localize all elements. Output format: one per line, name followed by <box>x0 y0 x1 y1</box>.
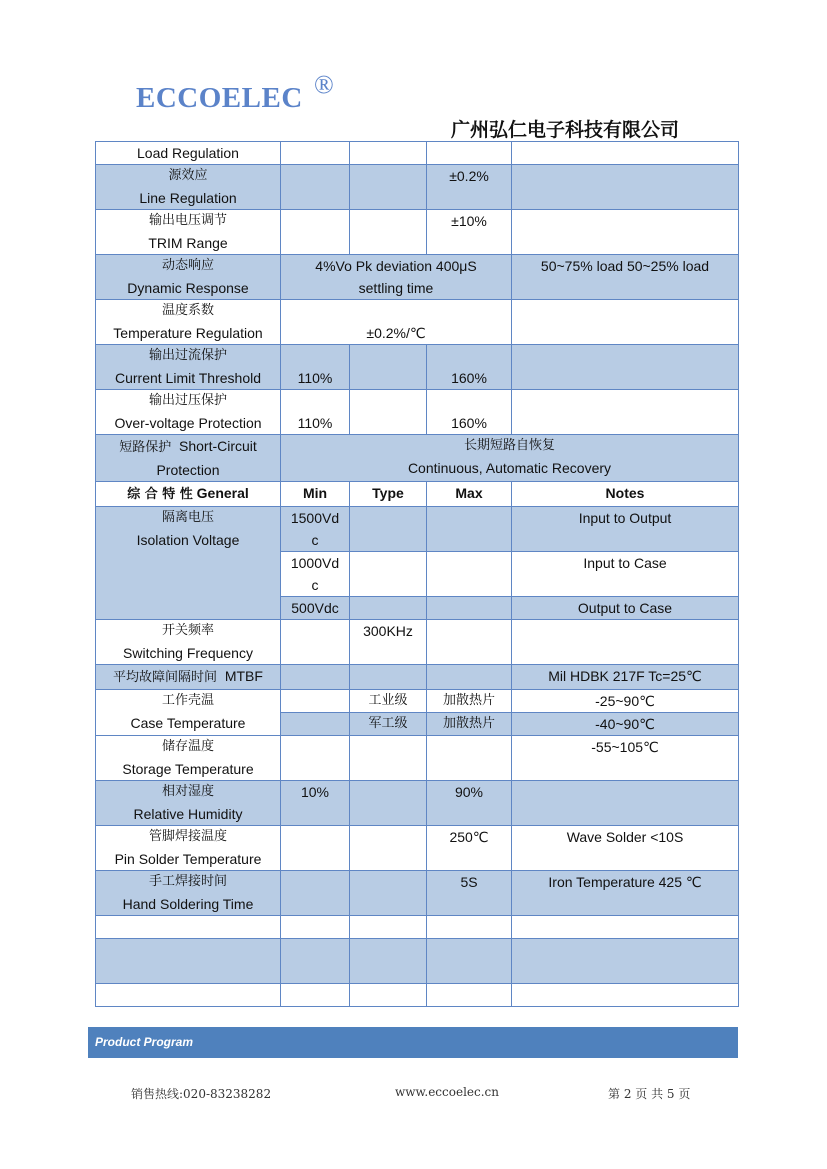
isolation-voltage-en: Isolation Voltage <box>136 532 240 548</box>
storage-temperature-label <box>96 736 281 781</box>
empty-cell <box>512 210 739 255</box>
line-regulation-en: Line Regulation <box>139 190 237 206</box>
case-temp-max-1: 加散热片 <box>427 690 512 713</box>
empty-cell <box>281 713 350 736</box>
row-temperature-regulation <box>96 300 739 345</box>
over-voltage-cn: 输出过压保护 <box>148 393 227 408</box>
header-max: Max <box>427 482 512 507</box>
empty-cell <box>350 984 427 1007</box>
row-line-regulation <box>96 165 739 210</box>
switching-frequency-cn: 开关频率 <box>161 623 214 638</box>
empty-cell <box>281 620 350 665</box>
empty-cell <box>281 690 350 713</box>
row-current-limit <box>96 345 739 390</box>
empty-cell <box>281 871 350 916</box>
relative-humidity-cn: 相对湿度 <box>161 784 214 799</box>
over-voltage-max: 160% <box>427 390 512 435</box>
hand-soldering-max: 5S <box>427 871 512 916</box>
row-empty-2 <box>96 939 739 984</box>
row-trim-range <box>96 210 739 255</box>
pin-solder-label <box>96 826 281 871</box>
row-case-temperature-1 <box>96 690 739 713</box>
company-logo: ECCOELEC <box>136 82 303 114</box>
current-limit-cn: 输出过流保护 <box>148 348 227 363</box>
row-empty-3 <box>96 984 739 1007</box>
switching-frequency-type: 300KHz <box>350 620 427 665</box>
empty-cell <box>350 507 427 552</box>
empty-cell <box>350 916 427 939</box>
empty-cell <box>512 390 739 435</box>
temperature-regulation-en: Temperature Regulation <box>113 325 263 341</box>
empty-cell <box>281 165 350 210</box>
current-limit-min: 110% <box>281 345 350 390</box>
relative-humidity-min: 10% <box>281 781 350 826</box>
trim-range-cn: 输出电压调节 <box>148 213 227 228</box>
trim-range-max: ±10% <box>427 210 512 255</box>
storage-temperature-en: Storage Temperature <box>122 761 254 777</box>
row-hand-soldering <box>96 871 739 916</box>
empty-cell <box>350 939 427 984</box>
empty-cell <box>427 939 512 984</box>
switching-frequency-en: Switching Frequency <box>123 645 253 661</box>
isolation-min-3: 500Vdc <box>281 597 350 620</box>
switching-frequency-label <box>96 620 281 665</box>
isolation-notes-3: Output to Case <box>512 597 739 620</box>
empty-cell <box>512 916 739 939</box>
short-circuit-cn: 短路保护 <box>119 440 172 455</box>
current-limit-label <box>96 345 281 390</box>
empty-cell <box>281 665 350 690</box>
empty-cell <box>350 665 427 690</box>
empty-cell <box>350 736 427 781</box>
empty-cell <box>512 939 739 984</box>
short-circuit-label <box>96 435 281 482</box>
short-circuit-value-en: Continuous, Automatic Recovery <box>407 460 612 476</box>
empty-cell <box>281 142 350 165</box>
empty-cell <box>350 597 427 620</box>
general-header-cn: 综 合 特 性 <box>127 487 193 502</box>
empty-cell <box>281 826 350 871</box>
mtbf-cn: 平均故障间隔时间 <box>113 670 218 685</box>
line-regulation-label <box>96 165 281 210</box>
empty-cell <box>427 665 512 690</box>
empty-cell <box>427 597 512 620</box>
header-min: Min <box>281 482 350 507</box>
footer-hotline: 销售热线:020-83238282 <box>131 1087 272 1101</box>
over-voltage-label <box>96 390 281 435</box>
trim-range-label <box>96 210 281 255</box>
hand-soldering-notes: Iron Temperature 425 ℃ <box>512 871 739 916</box>
empty-cell <box>96 939 281 984</box>
empty-cell <box>96 916 281 939</box>
temperature-regulation-label <box>96 300 281 345</box>
over-voltage-en: Over-voltage Protection <box>114 415 262 431</box>
hand-soldering-label <box>96 871 281 916</box>
empty-cell <box>281 984 350 1007</box>
dynamic-response-cn: 动态响应 <box>161 258 214 273</box>
header-type: Type <box>350 482 427 507</box>
row-storage-temperature <box>96 736 739 781</box>
dynamic-response-value <box>281 255 512 300</box>
empty-cell <box>350 210 427 255</box>
footer-website: www.eccoelec.cn <box>395 1085 499 1099</box>
row-dynamic-response <box>96 255 739 300</box>
trim-range-en: TRIM Range <box>148 235 228 251</box>
empty-cell <box>350 826 427 871</box>
line-regulation-max: ±0.2% <box>427 165 512 210</box>
relative-humidity-label <box>96 781 281 826</box>
empty-cell <box>427 620 512 665</box>
row-general-header <box>96 482 739 507</box>
row-switching-frequency <box>96 620 739 665</box>
relative-humidity-en: Relative Humidity <box>133 806 243 822</box>
empty-cell <box>427 736 512 781</box>
pin-solder-cn: 管脚焊接温度 <box>148 829 227 844</box>
over-voltage-min: 110% <box>281 390 350 435</box>
empty-cell <box>512 165 739 210</box>
line-regulation-cn: 源效应 <box>168 168 208 183</box>
empty-cell <box>281 736 350 781</box>
relative-humidity-max: 90% <box>427 781 512 826</box>
empty-cell <box>350 781 427 826</box>
isolation-voltage-label <box>96 507 281 620</box>
case-temp-type-2: 军工级 <box>350 713 427 736</box>
isolation-notes-1: Input to Output <box>512 507 739 552</box>
pin-solder-notes: Wave Solder <10S <box>512 826 739 871</box>
spec-table <box>95 141 739 1007</box>
general-header-en: General <box>196 485 249 501</box>
isolation-notes-2: Input to Case <box>512 552 739 597</box>
row-empty-1 <box>96 916 739 939</box>
empty-cell <box>427 507 512 552</box>
footer-page-number: 第 2 页 共 5 页 <box>608 1087 691 1101</box>
pin-solder-max: 250℃ <box>427 826 512 871</box>
dynamic-response-en: Dynamic Response <box>127 280 249 296</box>
pin-solder-en: Pin Solder Temperature <box>114 851 262 867</box>
empty-cell <box>350 390 427 435</box>
isolation-min-1-line2: c <box>311 532 319 548</box>
product-program-band: Product Program <box>88 1027 738 1058</box>
registered-mark: ® <box>314 70 334 99</box>
general-header-label <box>96 482 281 507</box>
hand-soldering-cn: 手工焊接时间 <box>148 874 227 889</box>
row-mtbf <box>96 665 739 690</box>
isolation-min-2-line2: c <box>311 577 319 593</box>
dynamic-response-value-line1: 4%Vo Pk deviation 400μS <box>315 258 477 274</box>
case-temp-type-1: 工业级 <box>350 690 427 713</box>
isolation-min-2 <box>281 552 350 597</box>
empty-cell <box>350 552 427 597</box>
empty-cell <box>350 165 427 210</box>
short-circuit-value-cn: 长期短路自恢复 <box>463 438 555 453</box>
case-temp-notes-2: -40~90℃ <box>512 713 739 736</box>
empty-cell <box>350 142 427 165</box>
row-isolation-1 <box>96 507 739 552</box>
empty-cell <box>512 300 739 345</box>
empty-cell <box>427 552 512 597</box>
dynamic-response-notes: 50~75% load 50~25% load <box>512 255 739 300</box>
header-notes: Notes <box>512 482 739 507</box>
storage-temperature-notes: -55~105℃ <box>512 736 739 781</box>
row-pin-solder <box>96 826 739 871</box>
short-circuit-en-line2: Protection <box>156 462 220 478</box>
empty-cell <box>96 984 281 1007</box>
empty-cell <box>427 916 512 939</box>
empty-cell <box>427 142 512 165</box>
mtbf-notes: Mil HDBK 217F Tc=25℃ <box>512 665 739 690</box>
empty-cell <box>512 345 739 390</box>
empty-cell <box>427 984 512 1007</box>
mtbf-en: MTBF <box>224 668 263 684</box>
row-over-voltage <box>96 390 739 435</box>
row-relative-humidity <box>96 781 739 826</box>
isolation-min-1 <box>281 507 350 552</box>
empty-cell <box>512 620 739 665</box>
isolation-min-1-line1: 1500Vd <box>290 510 340 526</box>
empty-cell <box>350 345 427 390</box>
storage-temperature-cn: 储存温度 <box>161 739 214 754</box>
case-temp-notes-1: -25~90℃ <box>512 690 739 713</box>
empty-cell <box>350 871 427 916</box>
empty-cell <box>281 210 350 255</box>
dynamic-response-label <box>96 255 281 300</box>
case-temperature-cn: 工作壳温 <box>161 693 214 708</box>
temperature-regulation-cn: 温度系数 <box>161 303 214 318</box>
row-short-circuit <box>96 435 739 482</box>
empty-cell <box>512 781 739 826</box>
case-temperature-en: Case Temperature <box>130 715 246 731</box>
empty-cell <box>281 939 350 984</box>
temperature-regulation-value: ±0.2%/℃ <box>281 300 512 345</box>
current-limit-en: Current Limit Threshold <box>114 370 262 386</box>
company-name: 广州弘仁电子科技有限公司 <box>451 119 680 141</box>
empty-cell <box>512 984 739 1007</box>
isolation-voltage-cn: 隔离电压 <box>161 510 214 525</box>
hand-soldering-en: Hand Soldering Time <box>122 896 254 912</box>
row-load-regulation <box>96 142 739 165</box>
case-temperature-label <box>96 690 281 736</box>
mtbf-label <box>96 665 281 690</box>
short-circuit-en-line1: Short-Circuit <box>179 438 257 454</box>
short-circuit-value <box>281 435 739 482</box>
load-regulation-label: Load Regulation <box>96 142 281 165</box>
current-limit-max: 160% <box>427 345 512 390</box>
isolation-min-2-line1: 1000Vd <box>290 555 340 571</box>
case-temp-max-2: 加散热片 <box>427 713 512 736</box>
dynamic-response-value-line2: settling time <box>358 280 434 296</box>
empty-cell <box>281 916 350 939</box>
empty-cell <box>512 142 739 165</box>
